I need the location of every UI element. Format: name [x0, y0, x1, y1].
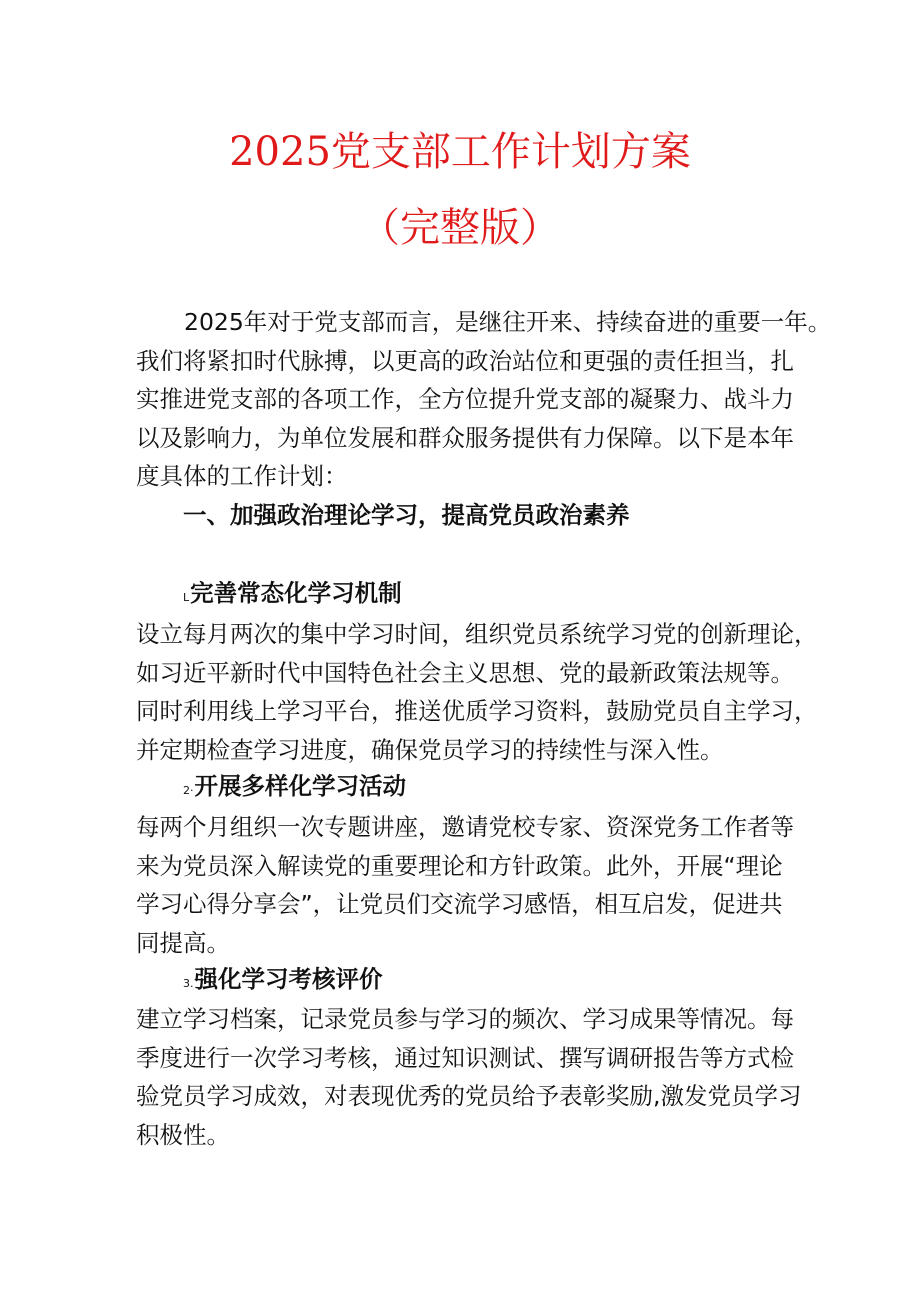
intro-line: 以及影响力，为单位发展和群众服务提供有力保障。以下是本年 [136, 423, 794, 452]
body-line: 验党员学习成效，对表现优秀的党员给予表彰奖励,激发党员学习 [136, 1082, 802, 1111]
body-line: 建立学习档案，记录党员参与学习的频次、学习成果等情况。每 [136, 1005, 794, 1033]
subsection-number: 2· [183, 784, 194, 797]
subsection-title: 完善常态化学习机制 [190, 579, 402, 607]
intro-line: 2025年对于党支部而言，是继往开来、持续奋进的重要一年。 [184, 308, 832, 336]
body-line: 如习近平新时代中国特色社会主义思想、党的最新政策法规等。 [136, 658, 794, 687]
body-line: 积极性。 [136, 1120, 230, 1149]
body-line: 同提高。 [136, 928, 230, 957]
section-heading: 一、加强政治理论学习，提高党员政治素养 [183, 501, 630, 529]
subsection-title: 开展多样化学习活动 [194, 772, 406, 800]
body-line: 每两个月组织一次专题讲座，邀请党校专家、资深党务工作者等 [136, 813, 794, 841]
body-line: 来为党员深入解读党的重要理论和方针政策。此外，开展“理论 [136, 851, 783, 880]
subsection-body-3 [136, 1000, 802, 1154]
body-line: 学习心得分享会”，让党员们交流学习感悟，相互启发，促进共 [136, 890, 783, 919]
intro-line: 我们将紧扣时代脉搏，以更高的政治站位和更强的责任担当，扎 [136, 346, 794, 375]
subsection-heading-2 [183, 769, 406, 808]
subsection-body-2 [136, 808, 796, 962]
intro-line: 实推进党支部的各项工作，全方位提升党支部的凝聚力、战斗力 [136, 385, 794, 414]
intro-paragraph [136, 303, 832, 496]
subsection-heading-3 [183, 962, 383, 1001]
intro-line: 度具体的工作计划： [136, 462, 348, 491]
body-line: 同时利用线上学习平台，推送优质学习资料，鼓励党员自主学习， [136, 697, 818, 726]
body-line: 并定期检查学习进度，确保党员学习的持续性与深入性。 [136, 735, 724, 764]
subsection-number: 3. [183, 977, 194, 990]
body-line: 设立每月两次的集中学习时间，组织党员系统学习党的创新理论， [136, 620, 818, 648]
subsection-title: 强化学习考核评价 [194, 965, 383, 993]
body-line: 季度进行一次学习考核，通过知识测试、撰写调研报告等方式检 [136, 1043, 794, 1072]
subsection-body-1 [136, 615, 818, 769]
document-title: 2025党支部工作计划方案 [229, 129, 691, 175]
document-subtitle: （完整版） [360, 205, 560, 251]
subsection-number: L [183, 591, 190, 604]
subsection-heading-1 [183, 576, 402, 615]
